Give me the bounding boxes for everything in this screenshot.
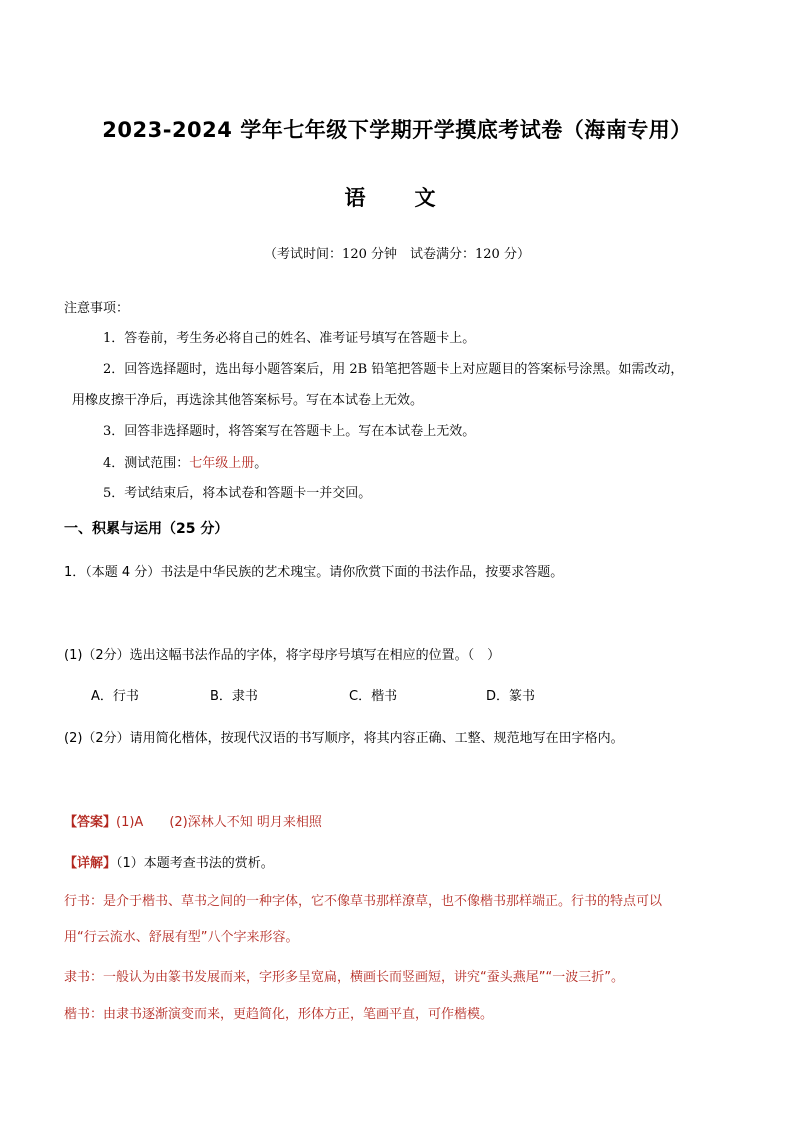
notice-item-3: 3．回答非选择题时，将答案写在答题卡上。写在本试卷上无效。 — [103, 424, 476, 439]
answer-part-2: (2)深林人不知 明月来相照 — [169, 815, 322, 830]
question-1: 1．（本题 4 分）书法是中华民族的艺术瑰宝。请你欣赏下面的书法作品，按要求答题。 — [64, 565, 564, 580]
explain-intro: （1）本题考查书法的赏析。 — [116, 856, 274, 871]
question-1-1: (1)（2分）选出这幅书法作品的字体，将字母序号填写在相应的位置。（ ） — [64, 648, 501, 663]
notice-item-4-label: 4．测试范围： — [103, 456, 190, 471]
exam-info: （考试时间：120 分钟 试卷满分：120 分） — [264, 247, 530, 262]
section-heading: 一、积累与运用（25 分） — [64, 521, 229, 537]
notice-item-4-end: 。 — [254, 456, 268, 471]
notice-item-5: 5．考试结束后，将本试卷和答题卡一并交回。 — [103, 486, 372, 501]
notice-item-2-line-1: 2．回答选择题时，选出每小题答案后，用 2B 铅笔把答题卡上对应题目的答案标号涂黑。如需改动， — [103, 362, 684, 377]
notice-heading: 注意事项： — [64, 301, 130, 316]
explain-line — [64, 852, 274, 871]
option-b: B．隶书 — [210, 689, 258, 704]
kaishu-line: 楷书：由隶书逐渐演变而来，更趋简化，形体方正，笔画平直，可作楷模。 — [64, 1007, 494, 1022]
option-a: A．行书 — [91, 689, 139, 704]
notice-item-1: 1．答卷前，考生务必将自己的姓名、准考证号填写在答题卡上。 — [103, 331, 476, 346]
subject-title: 语 文 — [344, 185, 450, 210]
xingshu-line-1: 行书：是介于楷书、草书之间的一种字体，它不像草书那样潦草，也不像楷书那样端正。行书的特点可以 — [64, 894, 663, 909]
test-scope-value: 七年级上册 — [189, 456, 255, 471]
xingshu-line-2: 用“行云流水、舒展有型”八个字来形容。 — [64, 930, 299, 945]
option-d: D．篆书 — [486, 689, 536, 704]
answer-tag: 【答案】 — [64, 815, 117, 830]
answer-line — [64, 811, 322, 830]
question-1-2: (2)（2分）请用简化楷体，按现代汉语的书写顺序，将其内容正确、工整、规范地写在田字格内。 — [64, 731, 624, 746]
option-c: C．楷书 — [349, 689, 398, 704]
notice-item-2-line-2: 用橡皮擦干净后，再选涂其他答案标号。写在本试卷上无效。 — [72, 393, 424, 408]
answer-part-1: (1)A — [116, 815, 144, 830]
page-title: 2023-2024 学年七年级下学期开学摸底考试卷（海南专用） — [102, 118, 692, 142]
explain-tag: 【详解】 — [64, 856, 117, 871]
lishu-line: 隶书：一般认为由篆书发展而来，字形多呈宽扁，横画长而竖画短，讲究“蚕头燕尾”“一波三折”。 — [64, 970, 624, 985]
notice-item-4 — [103, 452, 267, 471]
